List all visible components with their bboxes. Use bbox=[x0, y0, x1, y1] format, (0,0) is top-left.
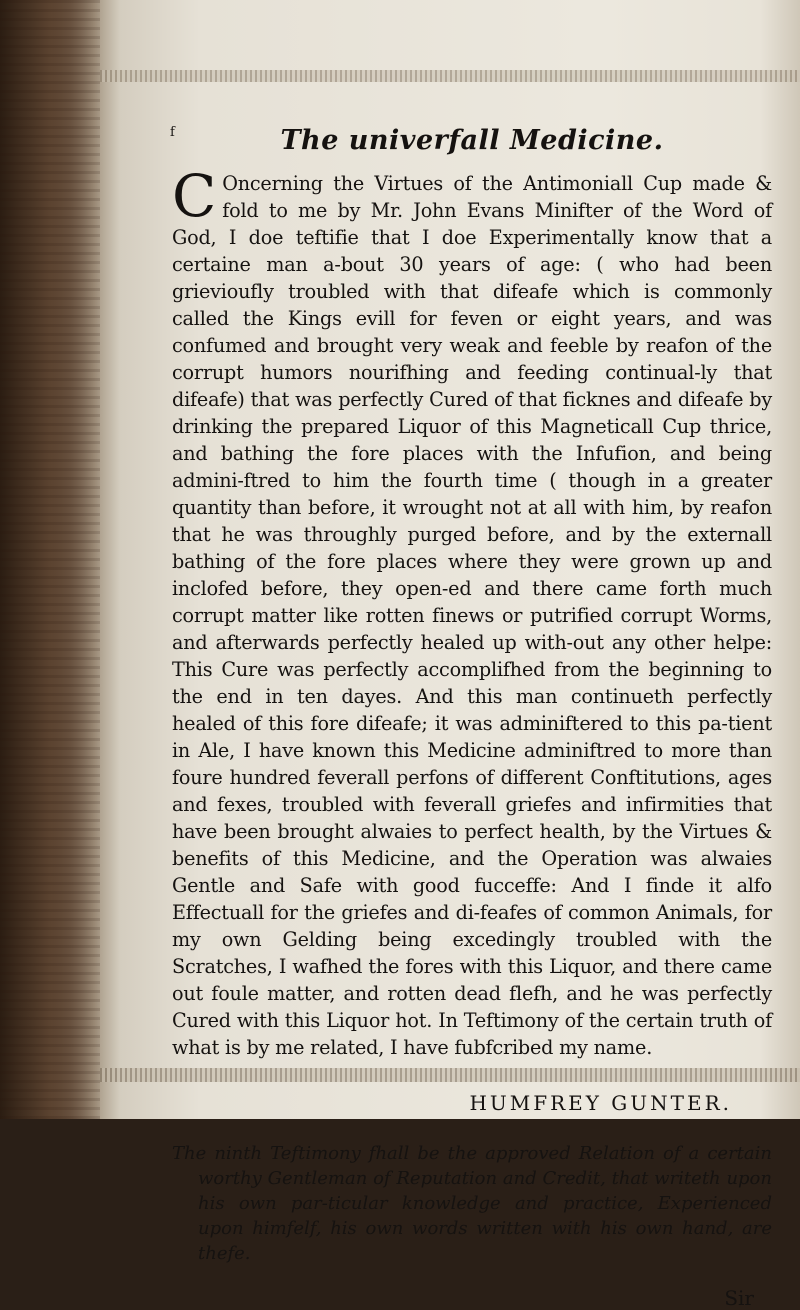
drop-cap: C bbox=[172, 162, 217, 230]
ninth-testimony-note: The ninth Teftimony fhall be the approved Relation of a certain worthy Gentleman of Reputation and Credit, that writeth upon his own par-ticular knowledge and practice, Experienced upon himfelf, his own words written with his own hand, are thefe. bbox=[172, 1143, 772, 1264]
book-binding-edge bbox=[0, 0, 100, 1119]
signature: HUMFREY GUNTER. bbox=[469, 1091, 732, 1115]
catchword: Sir bbox=[724, 1286, 754, 1310]
running-title: The univerfall Medicine. bbox=[280, 125, 664, 156]
page-content bbox=[172, 125, 772, 1310]
page-mark: f bbox=[170, 125, 175, 140]
testimony-text: Oncerning the Virtues of the Antimoniall Cup made & fold to me by Mr. John Evans Minifter of the Word of God, I doe teftifie that I doe Experimentally know that a certaine man a-bout 30 years of age: ( who had been grievioufly troubled with that difeafe which is commonly called the Kings evill for feven or eight years, and was confumed and brought very weak and feeble by reafon of the corrupt humors nourifhing and feeding continual-ly that difeafe) that was perfectly Cured of that ficknes and difeafe by drinking the prepared Liquor of this Magneticall Cup thrice, and bathing the fore places with the Infufion, and being admini-ftred to him the fourth time ( though in a greater quantity than before, it wrought not at all with him, by reafon that he was throughly purged before, and by the externall bathing of the fore places where they were grown up and inclofed before, they open-ed and there came forth much corrupt matter like rotten finews or putrified corrupt Worms, and afterwards perfectly healed up with-out any other helpe: This Cure was perfectly accomplifhed from the beginning to the end in ten dayes. And this man continueth perfectly healed of this fore difeafe; it was adminiftered to this pa-tient in Ale, I have known this Medicine adminiftred to more than foure hundred feverall perfons of different Conftitutions, ages and fexes, troubled with feverall griefes and infirmities that have been brought alwaies to perfect health, by the Virtues & benefits of this Medicine, and the Operation was alwaies Gentle and Safe with good fucceffe: And I finde it alfo Effectuall for the griefes and di-feafes of common Animals, for my own Gelding being excedingly troubled with the Scratches, I wafhed the fores with this Liquor, and there came out foule matter, and rotten dead flefh, and he was perfectly Cured with this Liquor hot. In Teftimony of the certain truth of what is by me related, I have fubfcribed my name. bbox=[172, 172, 772, 1059]
bottom-border-ornament bbox=[100, 1068, 800, 1082]
testimony-body bbox=[172, 162, 772, 1061]
top-border-ornament bbox=[100, 70, 800, 82]
